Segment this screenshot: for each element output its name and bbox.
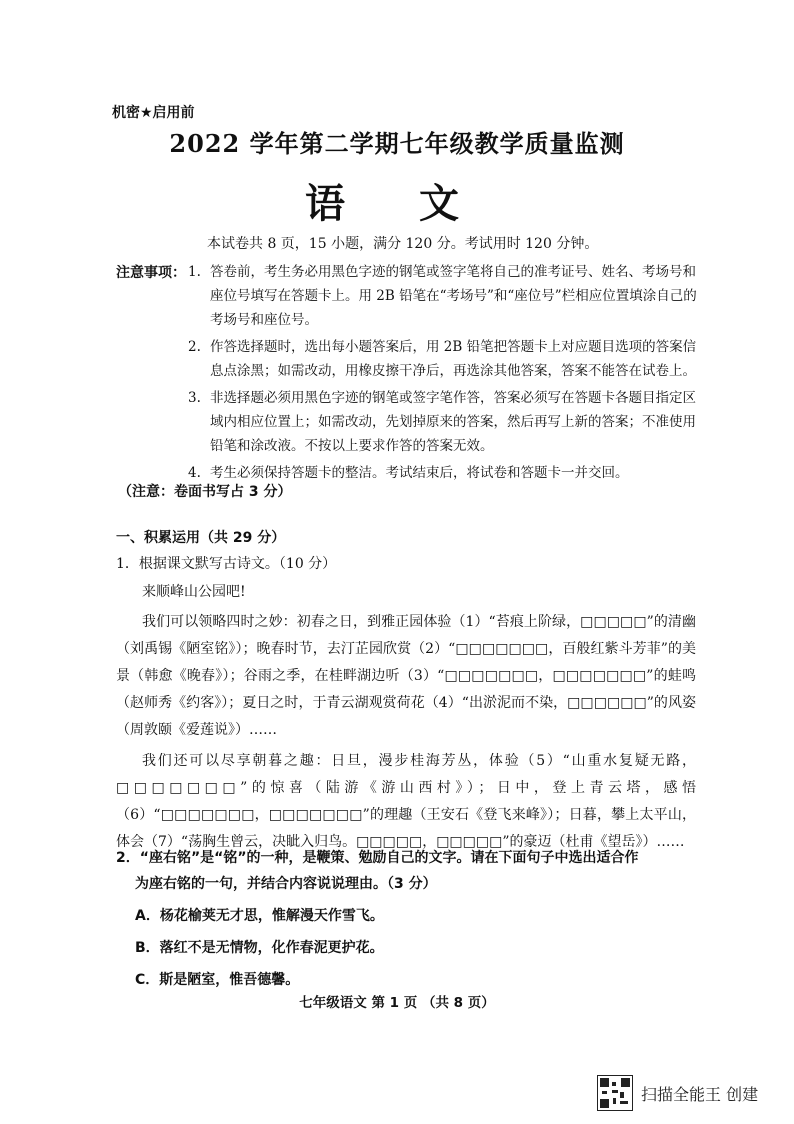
- notice-item-text: 考生必须保持答题卡的整洁。考试结束后，将试卷和答题卡一并交回。: [210, 465, 629, 481]
- option-a: A．杨花榆荚无才思，惟解漫天作雪飞。: [135, 908, 384, 924]
- notice-item-text: 非选择题必须用黑色字迹的钢笔或签字笔作答，答案必须写在答题卡各题目指定区域内相应位置上；如需改动，先划掉原来的答案，然后再写上新的答案；不准使用铅笔和涂改液。不按以上要求作答的答案无效。: [210, 390, 696, 454]
- notice-item: [188, 386, 698, 458]
- question-2-stem-line-2: 为座右铭的一句，并结合内容说说理由。（3 分）: [135, 876, 437, 892]
- section-heading: 一、积累运用（共 29 分）: [116, 530, 286, 546]
- notice-item-text: 作答选择题时，选出每小题答案后，用 2B 铅笔把答题卡上对应题目选项的答案信息点涂黑；如需改动，用橡皮擦干净后，再选涂其他答案，答案不能答在试卷上。: [210, 339, 697, 379]
- notice-item: [188, 335, 698, 383]
- question-2-stem-line-1: 2．“座右铭”是“铭”的一种，是鞭策、勉励自己的文字。请在下面句子中选出适合作: [116, 850, 639, 866]
- handwriting-note: （注意：卷面书写占 3 分）: [118, 484, 292, 500]
- question-1-stem: 1．根据课文默写古诗文。（10 分）: [116, 556, 337, 572]
- exam-intro: 本试卷共 8 页，15 小题，满分 120 分。考试用时 120 分钟。: [207, 236, 599, 252]
- option-b: B．落红不是无情物，化作春泥更护花。: [135, 940, 384, 956]
- option-c: C．斯是陋室，惟吾德馨。: [135, 972, 300, 988]
- question-1-intro: 来顺峰山公园吧!: [142, 584, 246, 600]
- notice-list: [188, 260, 698, 488]
- question-1: [116, 551, 696, 856]
- watermark-text: 扫描全能王 创建: [641, 1084, 759, 1104]
- notice-item-number: 2.: [188, 339, 201, 355]
- question-1-paragraph-1: 我们可以领略四时之妙：初春之日，到雅正园体验（1）“苔痕上阶绿，□□□□□”的清幽（刘禹锡《陋室铭》）；晚春时节，去汀芷园欣赏（2）“□□□□□□□，百般红紫斗芳菲”的美景（韩愈《晚春》）；谷雨之季，在桂畔湖边听（3）“□□□□□□□，□□□□□□□”的蛙鸣（赵师秀《约客》）；夏日之时，于青云湖观赏荷花（4）“出淤泥而不染，□□□□□□”的风姿（周敦颐《爱莲说》）……: [116, 614, 696, 738]
- notice-item-number: 3.: [188, 390, 201, 406]
- notice-heading: 注意事项：: [116, 265, 186, 281]
- subject-title: 语 文: [305, 181, 489, 227]
- page-footer: 七年级语文 第 1 页 （共 8 页）: [299, 995, 495, 1011]
- qr-code-icon: [597, 1075, 633, 1111]
- question-2: [116, 845, 676, 993]
- exam-title: 2022 学年第二学期七年级教学质量监测: [169, 129, 625, 158]
- notice-item-text: 答卷前，考生务必用黑色字迹的钢笔或签字笔将自己的准考证号、姓名、考场号和座位号填写在答题卡上。用 2B 铅笔在“考场号”和“座位号”栏相应位置填涂自己的考场号和座位号。: [210, 264, 697, 328]
- notice-item-number: 4.: [188, 465, 201, 481]
- notice-item-number: 1.: [188, 264, 201, 280]
- notice-item: [188, 260, 698, 332]
- scanner-watermark: [597, 1075, 758, 1111]
- question-1-paragraph-2: 我们还可以尽享朝暮之趣：日旦，漫步桂海芳丛，体验（5）“山重水复疑无路，□□□□□□□”的惊喜（陆游《游山西村》）；日中，登上青云塔，感悟（6）“□□□□□□□，□□□□□□□”的理趣（王安石《登飞来峰》）；日暮，攀上太平山，体会（7）“荡胸生曾云，决眦入归鸟。□□□□□，□□□□□”的豪迈（杜甫《望岳》）……: [116, 753, 696, 850]
- confidential-label: 机密★启用前: [112, 105, 195, 121]
